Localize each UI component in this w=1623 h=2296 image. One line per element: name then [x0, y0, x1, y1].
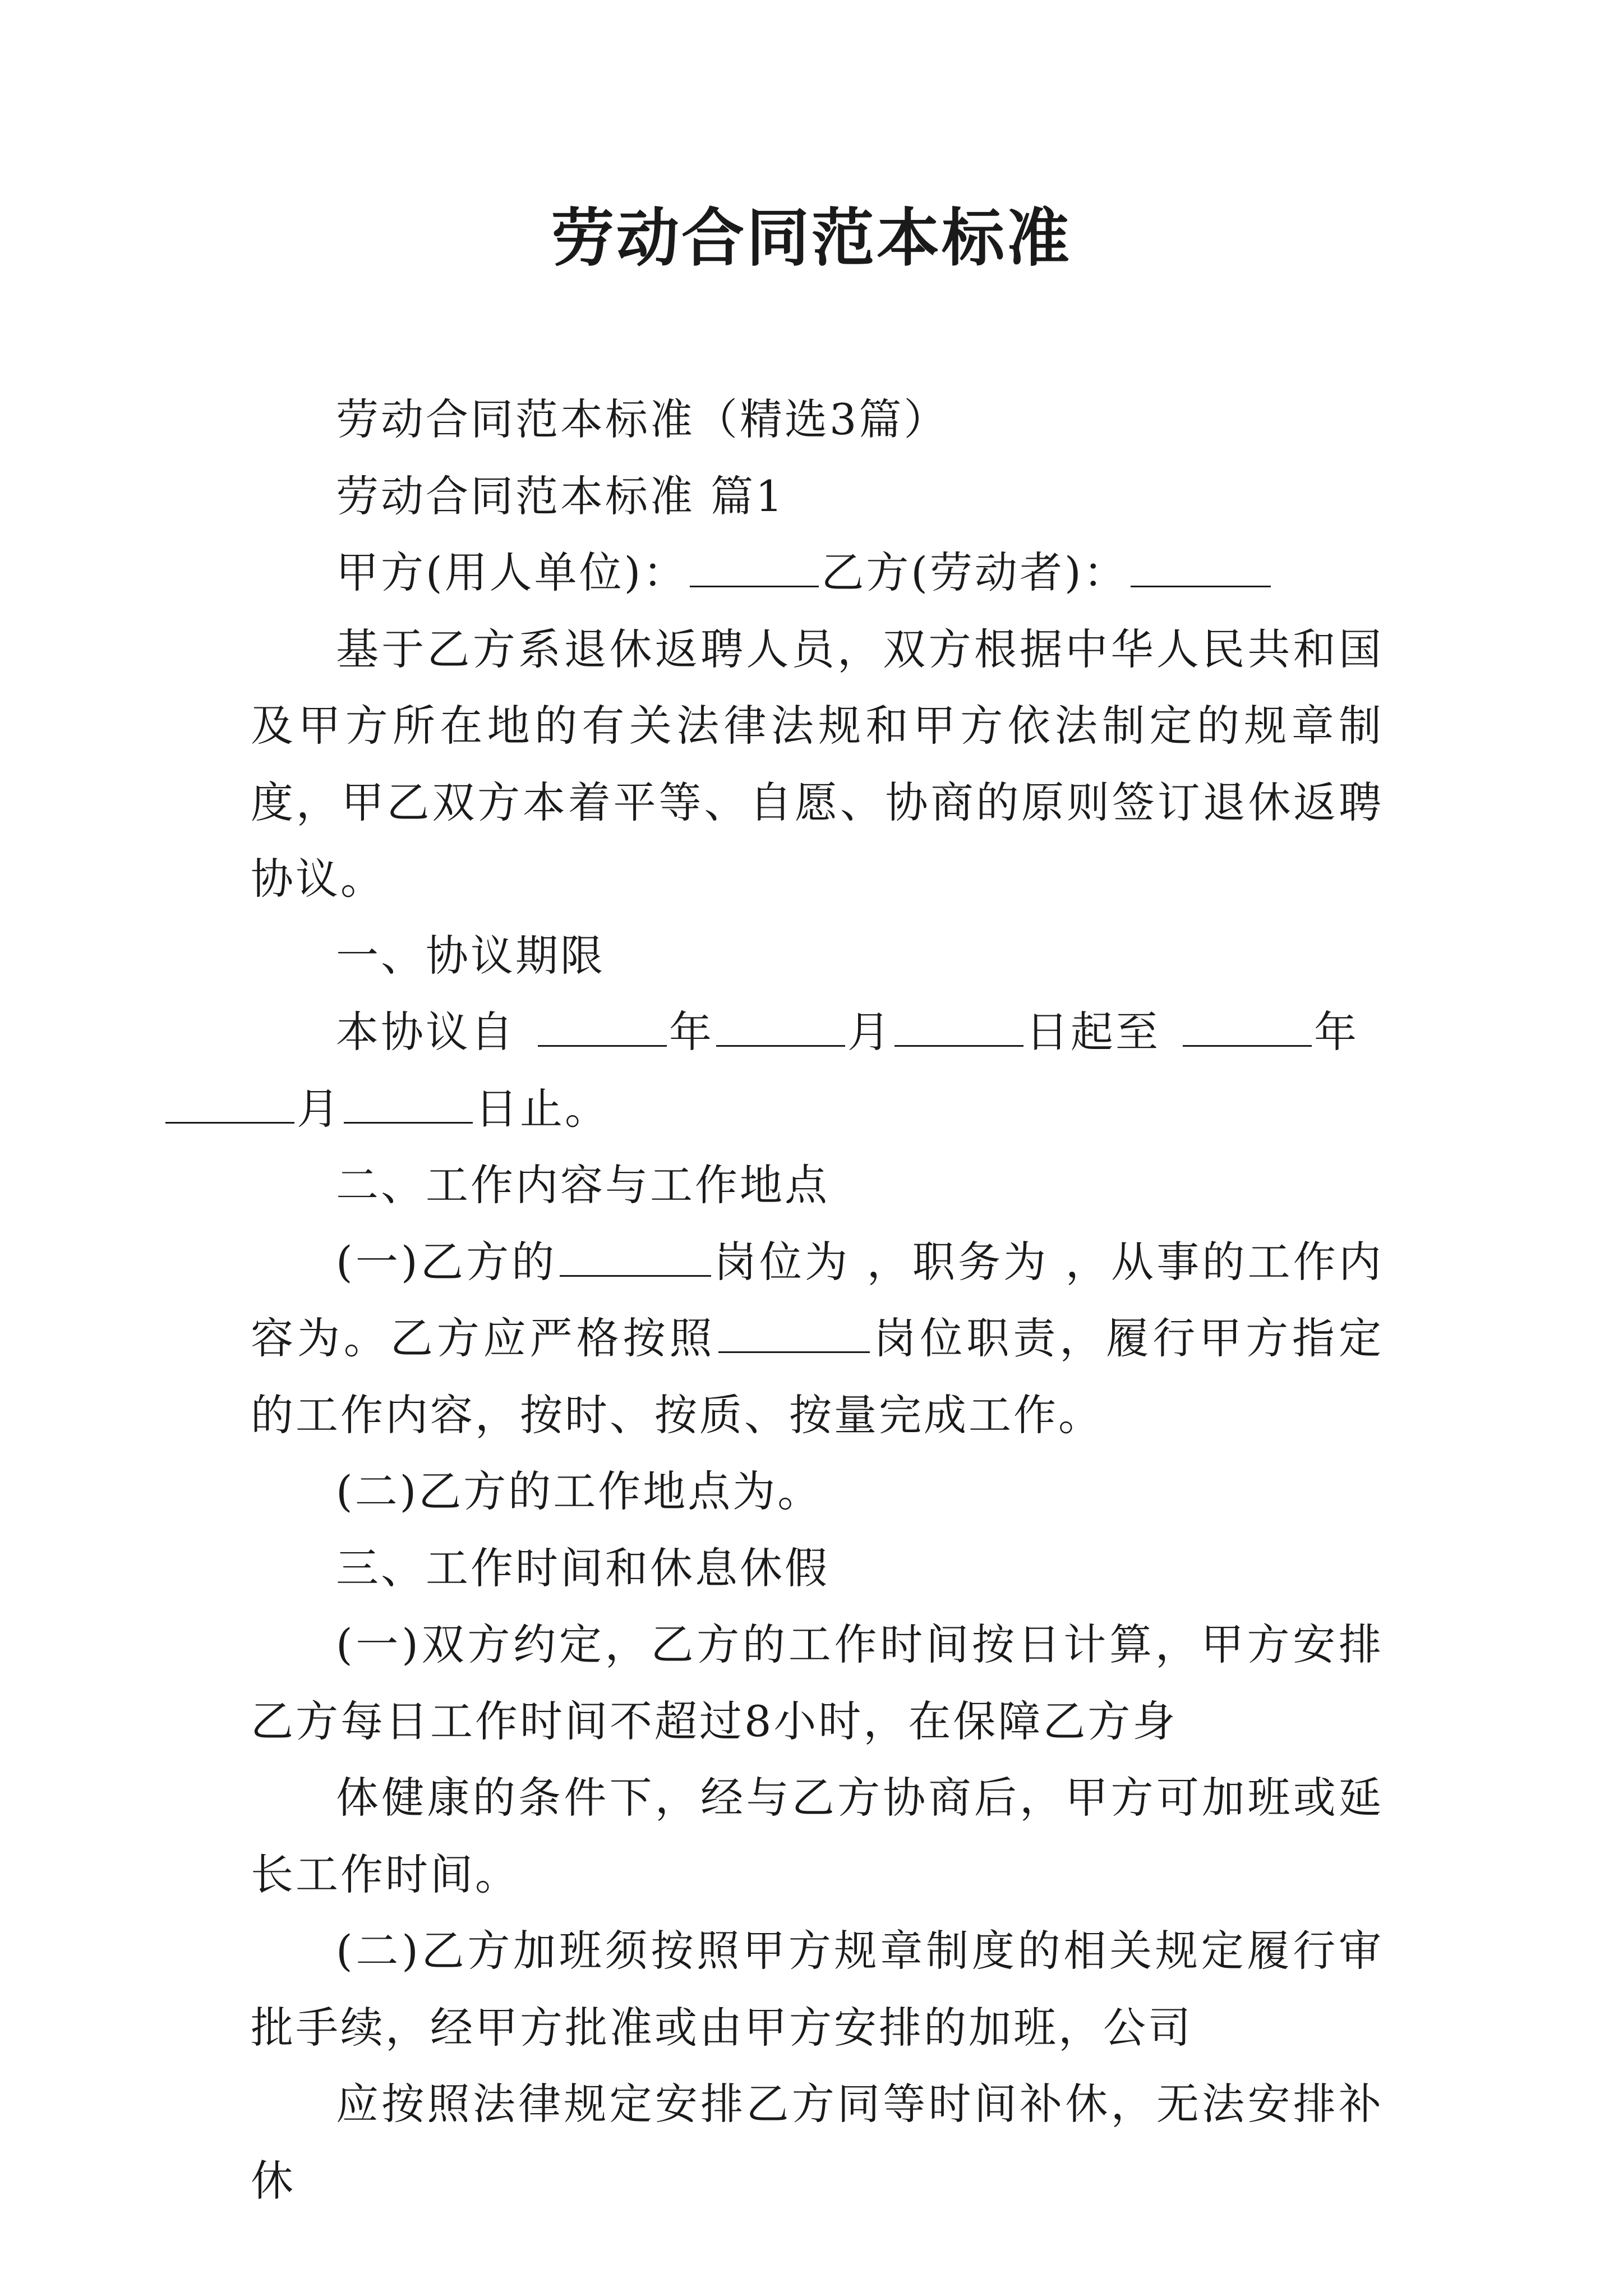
clause3-heading: 三、工作时间和休息休假 — [336, 1543, 829, 1593]
party-line — [251, 535, 1384, 611]
end-month-label: 月 — [297, 1083, 342, 1134]
end-day-blank — [344, 1085, 473, 1124]
party-b-label: 乙方(劳动者)： — [821, 547, 1128, 597]
end-year-label: 年 — [1314, 1007, 1359, 1057]
party-a-label: 甲方(用人单位)： — [336, 547, 688, 597]
day-end-label: 日止。 — [475, 1083, 610, 1134]
clause3-item1-b: 体健康的条件下，经与乙方协商后，甲方可加班或延长工作时间。 — [251, 1773, 1384, 1899]
clause1-term — [251, 994, 1384, 1147]
start-day-blank — [895, 1008, 1023, 1047]
clause3-item2-b: 应按照法律规定安排乙方同等时间补休，无法安排补休 — [251, 2079, 1384, 2206]
position-blank — [560, 1238, 711, 1277]
year-label: 年 — [669, 1007, 714, 1057]
end-year-blank — [1183, 1008, 1312, 1047]
subtitle: 劳动合同范本标准（精选3篇） — [336, 394, 949, 444]
document-body — [251, 381, 1384, 2219]
clause1-heading: 一、协议期限 — [336, 930, 605, 981]
section-heading: 劳动合同范本标准 篇1 — [336, 471, 785, 521]
day-from-label: 日起至 — [1026, 1007, 1160, 1057]
party-a-blank — [690, 549, 819, 587]
clause3-item1-a: (一)双方约定，乙方的工作时间按日计算，甲方安排乙方每日工作时间不超过8小时，在保障乙方身 — [251, 1619, 1384, 1746]
clause2-item1-text-a: (一)乙方的 — [336, 1236, 557, 1287]
clause2-item1 — [251, 1224, 1384, 1454]
clause2-item1-text-b: 岗位为 ，职务为 ，从事的工作内容为。乙方应严格按照 — [251, 1236, 1384, 1363]
clause2-heading: 二、工作内容与工作地点 — [336, 1160, 829, 1210]
clause2-item2: (二)乙方的工作地点为。 — [336, 1466, 823, 1516]
party-b-blank — [1131, 549, 1271, 587]
clause3-item2-a: (二)乙方加班须按照甲方规章制度的相关规定履行审批手续，经甲方批准或由甲方安排的加班，公司 — [251, 1926, 1384, 2053]
document-title: 劳动合同范本标准 — [551, 201, 1072, 275]
term-start-text: 本协议自 — [336, 1007, 515, 1057]
end-month-blank — [165, 1085, 294, 1124]
start-month-blank — [716, 1008, 845, 1047]
clause2-item1-text-c: 岗位职责，履行甲方指定的工作内容，按时、按质、按量完成工作。 — [251, 1313, 1384, 1440]
month-label: 月 — [847, 1007, 892, 1057]
intro-paragraph: 基于乙方系退休返聘人员，双方根据中华人民共和国及甲方所在地的有关法律法规和甲方依法制定的规章制度，甲乙双方本着平等、自愿、协商的原则签订退休返聘协议。 — [251, 624, 1384, 904]
duty-blank — [718, 1314, 870, 1353]
start-year-blank — [538, 1008, 667, 1047]
